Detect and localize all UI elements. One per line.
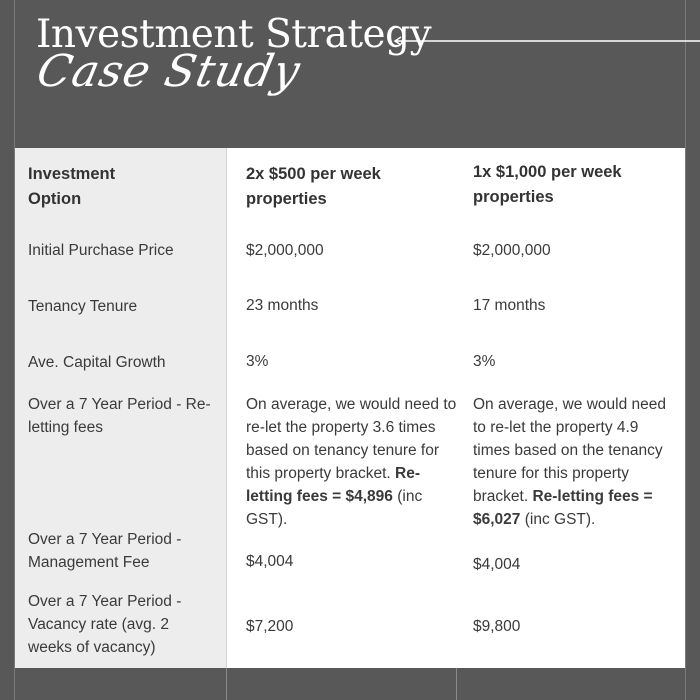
footer-divider [226,668,227,700]
page-title: Investment Strategy [36,12,432,57]
row-label: Tenancy Tenure [28,298,138,315]
reletting-text-b: On average, we would need to re-let the property 4.9 times based on the tenancy tenure for this property bracket. [473,396,667,505]
row-value-a: $7,200 [246,618,294,635]
header-cell-a: 2x $500 per week properties [246,165,381,208]
footer-band [0,668,700,700]
column-divider [226,148,227,668]
row-value-b: 3% [473,353,496,370]
footer-divider [456,668,457,700]
reletting-tail-b: (inc GST). [524,511,596,528]
row-label: Over a 7 Year Period - Vacancy rate (avg. 2 weeks of vacancy) [28,593,182,656]
row-value-b: $4,004 [473,556,521,573]
comparison-table [15,148,685,668]
arrow-left-icon [392,32,700,50]
row-value-b [473,393,678,531]
reletting-fee-a: Re-letting fees = $4,896 [246,465,421,505]
header-cell-b: 1x $1,000 per week properties [473,163,622,206]
row-value-a: 3% [246,353,269,370]
row-label: Over a 7 Year Period - Management Fee [28,531,182,571]
header [0,0,700,148]
row-label: Over a 7 Year Period - Re-letting fees [28,396,211,436]
row-label: Initial Purchase Price [28,242,174,259]
reletting-tail-a: (inc GST). [246,488,423,528]
header-cell-option: Investment Option [28,165,116,208]
row-value-b: 17 months [473,297,546,314]
page-subtitle: Case Study [32,46,306,97]
row-value-b: $2,000,000 [473,242,551,259]
row-value-a: $4,004 [246,553,294,570]
row-value-a: $2,000,000 [246,242,324,259]
reletting-text-a: On average, we would need to re-let the property 3.6 times based on tenancy tenure for this property bracket. [246,396,457,482]
reletting-fee-b: Re-letting fees = $6,027 [473,488,653,528]
row-value-a [246,393,458,531]
row-label: Ave. Capital Growth [28,354,166,371]
row-value-b: $9,800 [473,618,521,635]
row-value-a: 23 months [246,297,319,314]
